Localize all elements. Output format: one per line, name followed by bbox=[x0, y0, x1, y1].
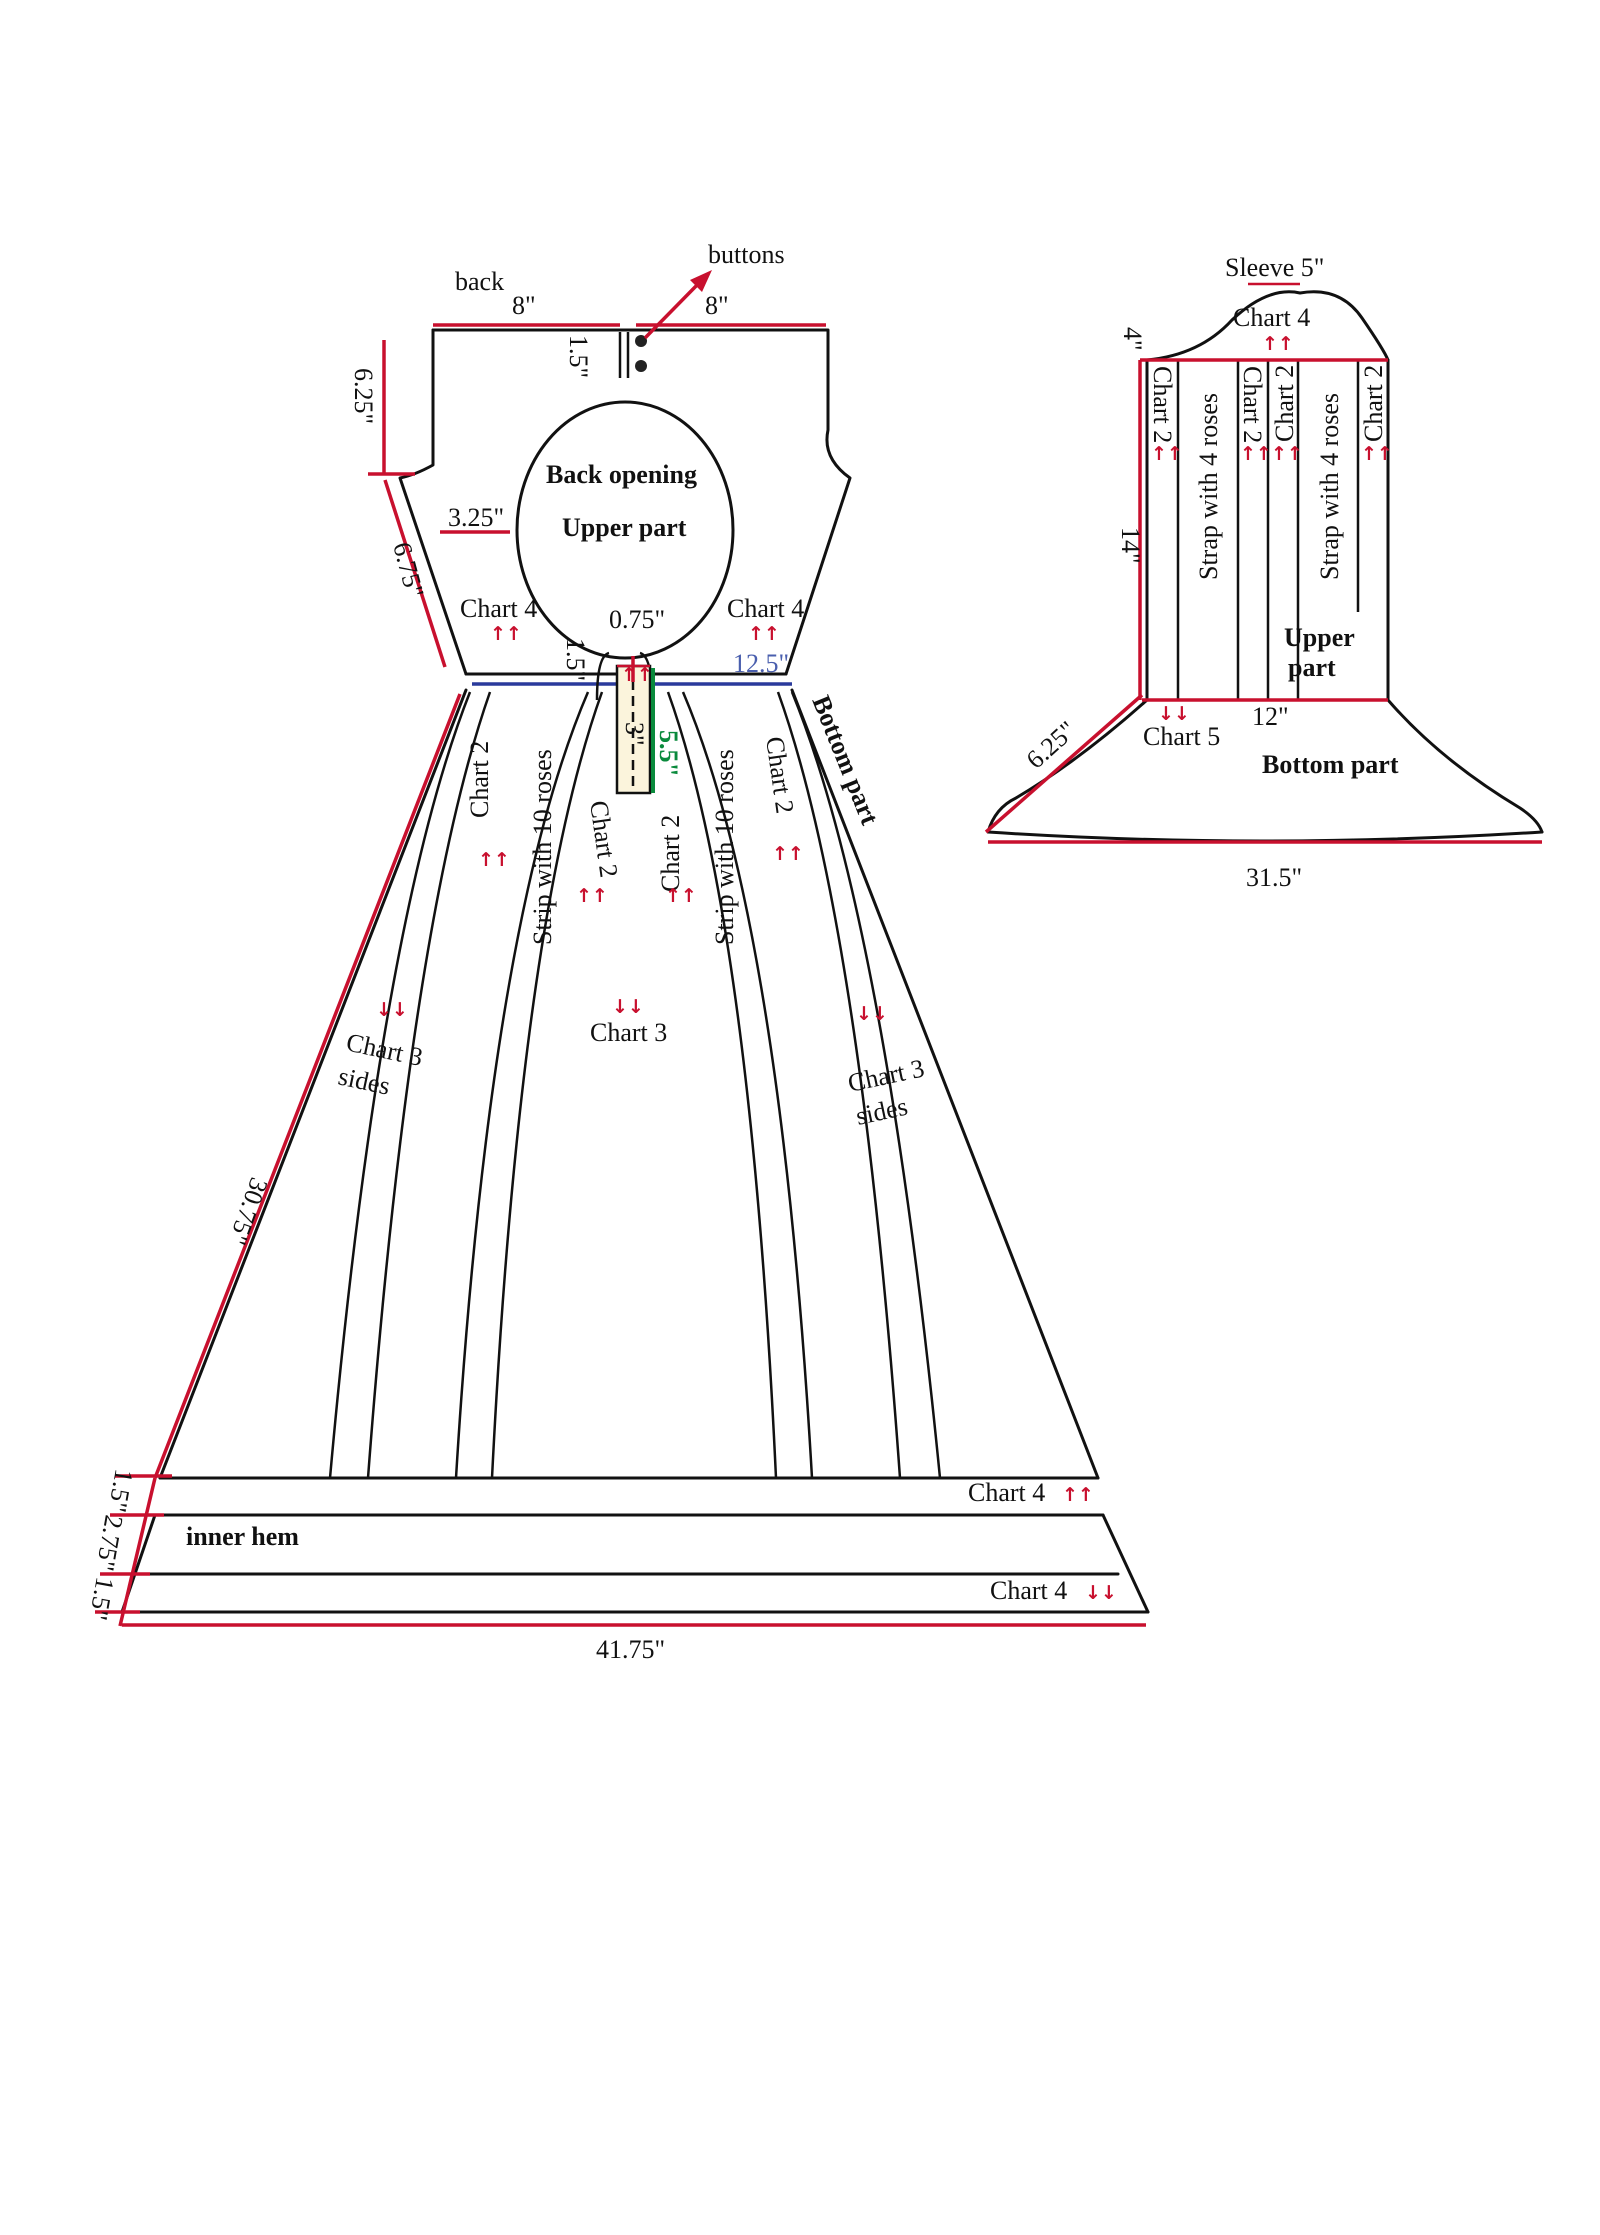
chart4-right-label: Chart 4 bbox=[727, 594, 805, 623]
back-opening-title: Back opening bbox=[546, 460, 697, 489]
dress-upper-labels bbox=[349, 240, 804, 645]
hem-top-chart4: Chart 4 bbox=[968, 1478, 1046, 1507]
skirt-length-measure: 30.75" bbox=[222, 1173, 274, 1249]
hem-top-height: 1.5" bbox=[102, 1466, 139, 1515]
shoulder-left-measure: 8" bbox=[512, 291, 536, 320]
strip-chart2-4: Chart 2 bbox=[760, 734, 800, 816]
sleeve-bottom-part: Bottom part bbox=[1262, 750, 1399, 779]
sides-left-line1: Chart 3 bbox=[343, 1027, 426, 1072]
placket-top-measure: 1.5" bbox=[561, 638, 590, 682]
svg-text:↓↓: ↓↓ bbox=[1085, 1582, 1117, 1604]
sleeve-cuff-width: 12" bbox=[1252, 702, 1289, 731]
placket-length-measure: 5.5" bbox=[654, 730, 683, 777]
shoulder-right-measure: 8" bbox=[705, 291, 729, 320]
strip-roses-left: Strip with 10 roses bbox=[528, 749, 557, 945]
sides-right-line1: Chart 3 bbox=[845, 1053, 927, 1098]
dress-skirt-labels bbox=[84, 691, 1117, 1664]
sleeve-upper-height: 14" bbox=[1116, 527, 1145, 564]
svg-text:↓↓: ↓↓ bbox=[376, 999, 408, 1021]
svg-text:↑↑: ↑↑ bbox=[772, 843, 804, 865]
strip-chart2-1: Chart 2 bbox=[465, 740, 494, 818]
waist-and-placket bbox=[472, 638, 792, 793]
upper-height-measure: 6.25" bbox=[349, 368, 378, 425]
chart4-left-label: Chart 4 bbox=[460, 594, 538, 623]
half-waist-measure: 12.5" bbox=[733, 649, 790, 678]
svg-text:↑↑: ↑↑ bbox=[1151, 443, 1183, 465]
placket-arrows: ↑↑ bbox=[621, 664, 653, 686]
up-arrows-left: ↑↑ bbox=[490, 623, 522, 645]
button-spacing-measure: 1.5" bbox=[564, 335, 593, 379]
bottom-part-label: Bottom part bbox=[806, 691, 885, 829]
upper-part-title: Upper part bbox=[562, 513, 687, 542]
skirt-length-line bbox=[155, 694, 460, 1478]
armhole-width-measure: 3.25" bbox=[448, 503, 505, 532]
sleeve-col1-chart2: Chart 2 bbox=[1148, 366, 1177, 444]
sleeve-col3-chart2: Chart 2 bbox=[1238, 366, 1267, 444]
sleeve-cap-chart4: Chart 4 bbox=[1233, 303, 1311, 332]
sleeve-col2-strap: Strap with 4 roses bbox=[1194, 392, 1223, 580]
hem-bottom-height: 1.5" bbox=[83, 1574, 120, 1623]
back-label: back bbox=[455, 267, 505, 296]
sleeve-col5-strap: Strap with 4 roses bbox=[1315, 392, 1344, 580]
svg-text:↑↑: ↑↑ bbox=[1271, 443, 1303, 465]
sleeve-title: Sleeve 5" bbox=[1225, 253, 1325, 282]
strip-chart2-3: Chart 2 bbox=[656, 814, 685, 892]
sleeve-hem-width: 31.5" bbox=[1246, 863, 1303, 892]
svg-text:↑↑: ↑↑ bbox=[1062, 1484, 1094, 1506]
hem-bottom-chart4: Chart 4 bbox=[990, 1576, 1068, 1605]
svg-text:↓↓: ↓↓ bbox=[1158, 703, 1190, 725]
svg-text:↑↑: ↑↑ bbox=[1262, 333, 1294, 355]
svg-text:↑↑: ↑↑ bbox=[576, 885, 608, 907]
inner-hem-height: 2.75" bbox=[90, 1512, 129, 1574]
sleeve-upper-title-2: part bbox=[1288, 653, 1336, 682]
opening-bottom-measure: 0.75" bbox=[609, 605, 666, 634]
buttons-label: buttons bbox=[708, 240, 785, 269]
strip-chart2-2: Chart 2 bbox=[584, 798, 624, 880]
sides-right-line2: sides bbox=[853, 1091, 911, 1131]
button-bottom bbox=[635, 360, 647, 372]
sides-left-line2: sides bbox=[335, 1061, 393, 1101]
placket-label: 3" bbox=[620, 722, 649, 746]
sleeve-flare-side: 6.25" bbox=[1020, 715, 1082, 775]
sleeve-cap-height: 4" bbox=[1118, 327, 1147, 351]
sleeve-labels bbox=[1021, 253, 1399, 892]
sleeve-col6-chart2: Chart 2 bbox=[1359, 364, 1388, 442]
svg-text:↑↑: ↑↑ bbox=[478, 849, 510, 871]
svg-text:↑↑: ↑↑ bbox=[1361, 443, 1393, 465]
armhole-depth-measure: 6.75" bbox=[387, 539, 430, 601]
sleeve-upper-title-1: Upper bbox=[1284, 623, 1355, 652]
strip-roses-right: Strip with 10 roses bbox=[710, 749, 739, 945]
sleeve-col4-chart2: Chart 2 bbox=[1270, 364, 1299, 442]
center-chart3-label: Chart 3 bbox=[590, 1018, 668, 1047]
sleeve-chart5: Chart 5 bbox=[1143, 722, 1221, 751]
svg-text:↑↑: ↑↑ bbox=[1240, 443, 1272, 465]
svg-text:↓↓: ↓↓ bbox=[612, 996, 644, 1018]
inner-hem-label: inner hem bbox=[186, 1522, 299, 1551]
hem-width-measure: 41.75" bbox=[596, 1635, 666, 1664]
svg-text:↓↓: ↓↓ bbox=[856, 1003, 888, 1025]
svg-text:↑↑: ↑↑ bbox=[665, 885, 697, 907]
up-arrows-right: ↑↑ bbox=[748, 623, 780, 645]
